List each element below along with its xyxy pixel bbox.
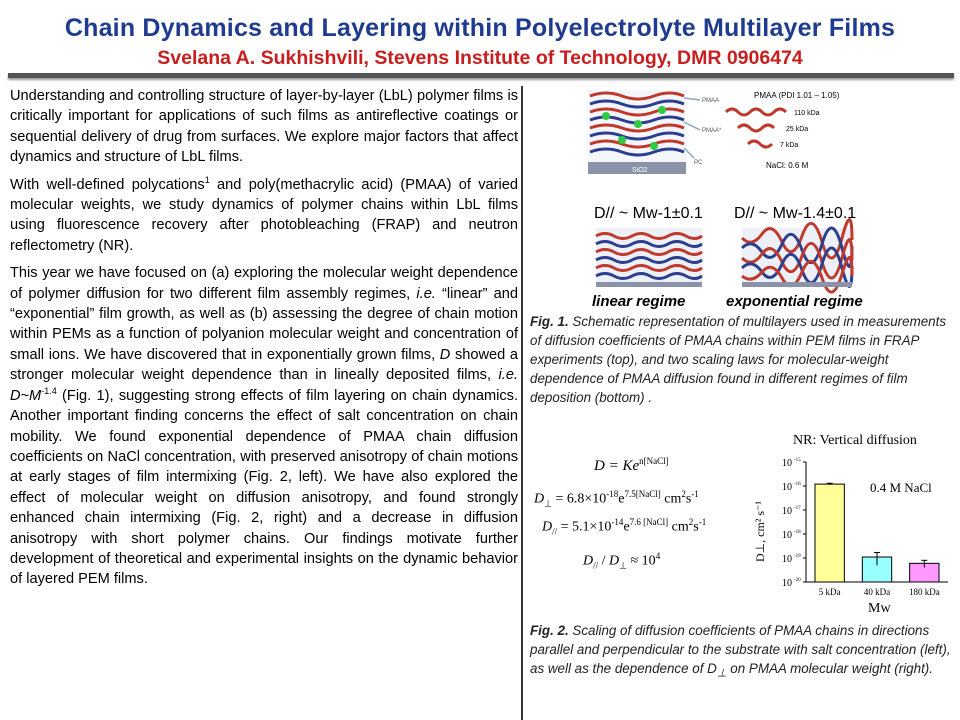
chart-title: NR: Vertical diffusion (793, 433, 917, 448)
multilayer-diagram (588, 90, 722, 174)
author-affiliation: Svelana A. Sukhishvili, Stevens Institute of Technology, DMR 0906474 (157, 47, 803, 69)
equation-d-parallel: $D_{//} = 5.1\times 10^{-14}e^{7.6 [NaCl]}$ $cm^2s^{-1}$ (542, 517, 707, 537)
scaling-law-exponential: D// ~ Mw-1.4±0.1 (734, 205, 857, 222)
paragraph-1: Understanding and controlling structure of layer-by-layer (LbL) polymer films is critically important for applications of such films as antireflective coatings or sequential delivery of drug from surfaces. We explore major factors that affect dynamics and structure of LbL films. (10, 88, 518, 166)
y-axis-label: D⊥, cm² s⁻¹ (753, 501, 767, 562)
title-divider (8, 73, 954, 78)
page-title: Chain Dynamics and Layering within Polyelectrolyte Multilayer Films (64, 14, 896, 42)
x-axis-label: Mw (868, 601, 891, 616)
nacl-label: NaCl: 0.6 M (766, 161, 809, 170)
y-tick-exponent: -16 (794, 482, 801, 487)
exponential-regime-film (742, 219, 852, 292)
y-tick-exponent: -20 (794, 578, 801, 583)
chart-annotation: 0.4 M NaCl (870, 480, 932, 495)
mw-label-25: 25 kDa (786, 126, 809, 133)
regime-label-linear: linear regime (592, 293, 686, 310)
y-tick-exponent: -18 (794, 530, 801, 535)
paragraph-3: This year we have focused on (a) exploring the molecular weight dependence of polymer diffusion for two different film assembly regimes, i.e. “linear” and “exponential” film growth, as well as (b) assessing the degree of chain motion within PEMs as a function of polyanion molecular weight and concentration of small ions. We have discovered that in exponentially grown films, D showed a stronger molecular weight dependence than in lineally deposited films, i.e. $D\sim M^{-1.4}$ (Fig. 1), suggesting strong effects of film layering on chain dynamics. Another important finding concerns the effect of salt concentration on chain mobility. We found exponential dependence of PMAA chain diffusion coefficients on NaCl concentration, with preserved anisotropy of chain motions at early stages of film intermixing (Fig. 2, left). We have also explored the effect of molecular weight on diffusion anisotropy, and found strongly enhanced chain intermixing (Fig. 2, right) and a decrease in diffusion anisotropy with short polymer chains. Our findings motivate further development of theoretical and experimental insights on the dynamic behavior of layered PEM films. (10, 265, 519, 588)
nr-bar-chart (748, 452, 956, 618)
y-tick-exponent: -15 (794, 458, 801, 463)
y-tick-label: 10 (782, 554, 792, 565)
y-tick-label: 10 (782, 506, 792, 517)
bar-0 (815, 484, 844, 582)
x-tick-label: 180 kDa (908, 587, 940, 597)
y-tick-label: 10 (782, 458, 792, 469)
mw-label-7: 7 kDa (780, 142, 799, 149)
linear-regime-film (596, 228, 702, 287)
pdi-label: PMAA (PDI 1.01 – 1.05) (754, 91, 840, 100)
equation-general: $D = Ke^{n[NaCl]}$ (594, 456, 669, 474)
figure-1-schematic (576, 88, 876, 310)
paragraph-2: With well-defined polycations$^1$ and poly(methacrylic acid) (PMAA) of varied molecular weights, we study dynamics of polymer chains within LbL films using fluorescence recovery after photobleaching (FRAP) and neutron reflectometry (NR). (10, 174, 518, 254)
scaling-law-linear: D// ~ Mw-1±0.1 (594, 205, 703, 222)
y-tick-label: 10 (782, 530, 792, 541)
regime-label-exponential: exponential regime (726, 293, 863, 310)
x-tick-label: 40 kDa (863, 587, 891, 597)
y-tick-exponent: -19 (794, 554, 801, 559)
mw-chains-legend (726, 91, 840, 170)
y-tick-label: 10 (782, 578, 792, 589)
y-tick-exponent: -17 (794, 506, 801, 511)
legend-pmaa: PMAA (702, 98, 720, 104)
y-tick-label: 10 (782, 482, 792, 493)
body-text (10, 86, 518, 597)
mw-label-110: 110 kDa (794, 110, 820, 117)
equation-d-perp: $D_\perp = 6.8\times 10^{-18}e^{7.5[NaCl]}$ $cm^2s^{-1}$ (534, 489, 699, 509)
column-divider (521, 86, 523, 720)
substrate-label: SiO2 (632, 167, 648, 174)
legend-pc: PC (694, 160, 703, 166)
figure-2-caption: Fig. 2. Scaling of diffusion coefficients of PMAA chains in directions parallel and perpendicular to the substrate with salt concentration (left), as well as the dependence of $D_\perp$ on PMAA molecular weight (right). (530, 623, 951, 680)
equation-anisotropy: $D_{//} / D_\perp \approx 10^4$ (583, 551, 661, 571)
legend-pmaa-star: PMAA* (702, 128, 722, 134)
figure-1-caption: Fig. 1. Schematic representation of multilayers used in measurements of diffusion coefficients of PMAA chains within PEM films in FRAP experiments (top), and two scaling laws for molecular-weight dependence of PMAA diffusion found in different regimes of film deposition (bottom) . (530, 314, 947, 405)
x-tick-label: 5 kDa (818, 587, 841, 597)
